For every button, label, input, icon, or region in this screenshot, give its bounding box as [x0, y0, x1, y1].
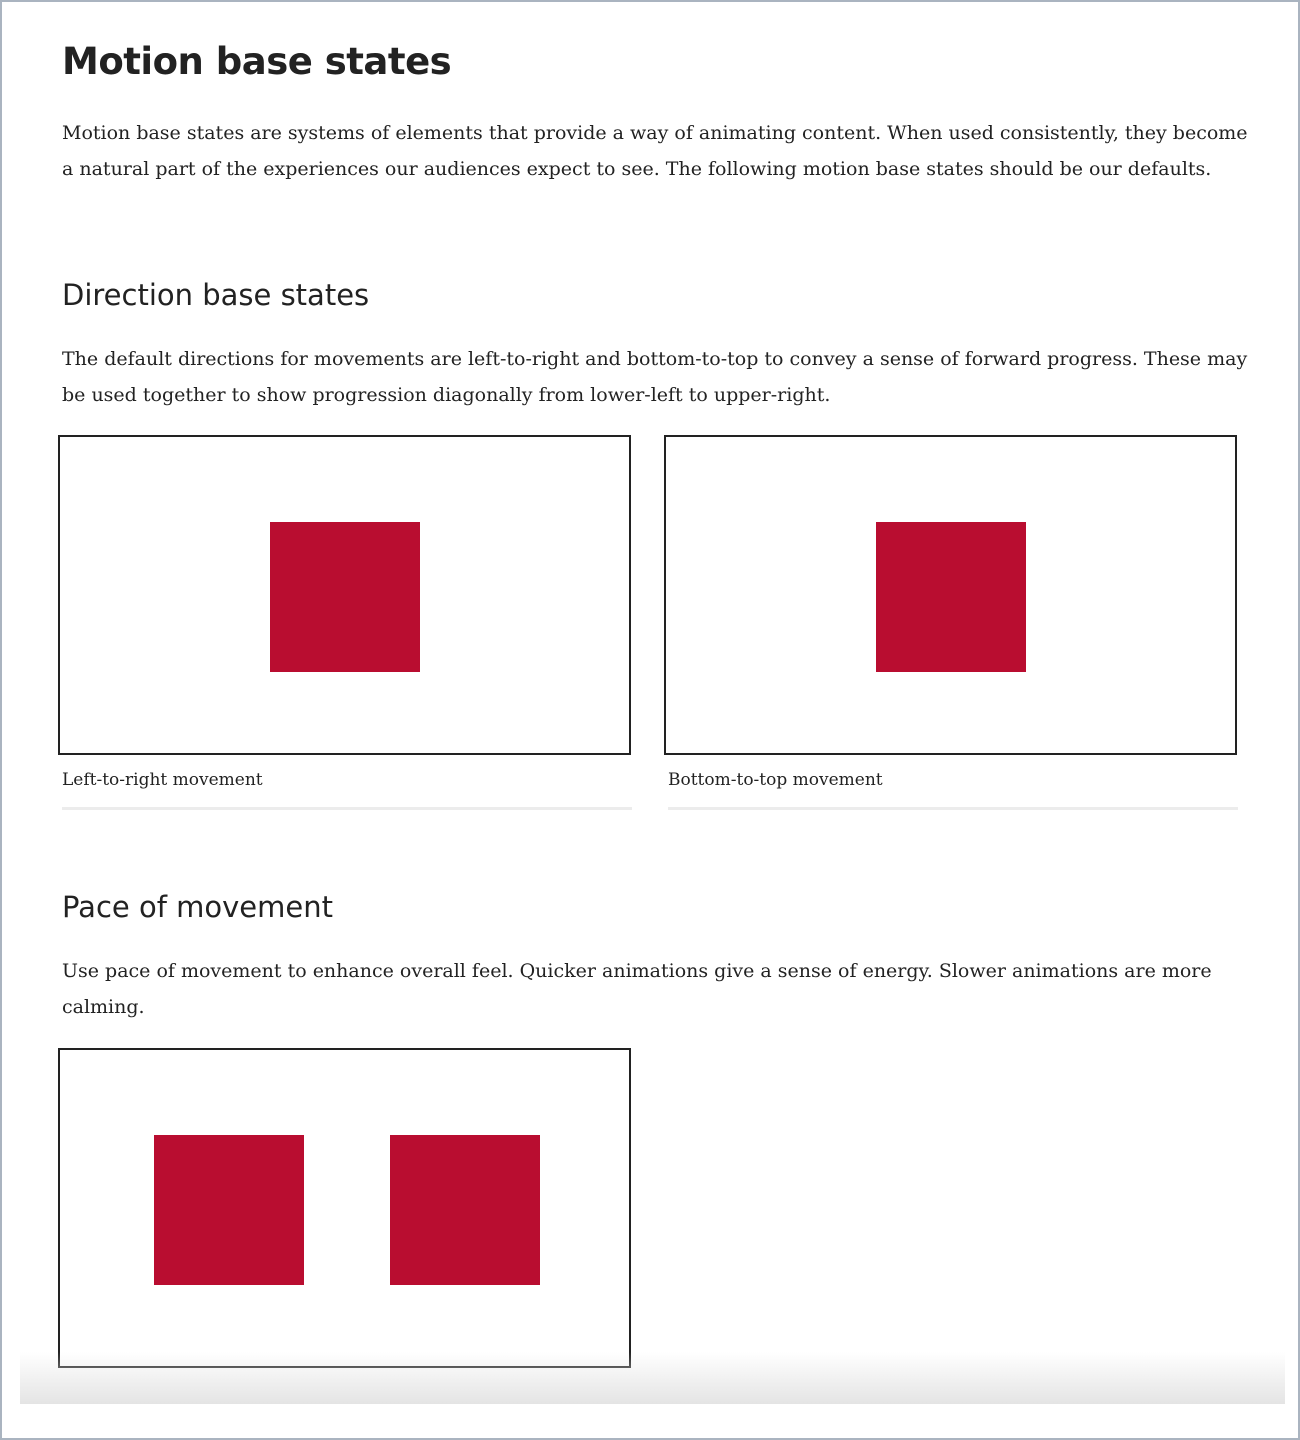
left-to-right-square: [270, 522, 420, 672]
left-to-right-demo: [58, 435, 631, 755]
intro-paragraph: Motion base states are systems of elements that provide a way of animating content. When used consistently, they become a natural part of the experiences our audiences expect to see. The following motion base states should be our defaults.: [62, 122, 1248, 180]
scroll-fade-overlay: [20, 1352, 1285, 1404]
pace-heading: Pace of movement: [62, 890, 333, 924]
bottom-to-top-square: [876, 522, 1026, 672]
direction-heading: Direction base states: [62, 278, 370, 312]
left-to-right-caption-divider: [62, 807, 632, 810]
pace-square-slow: [390, 1135, 540, 1285]
left-to-right-caption: Left-to-right movement: [62, 770, 263, 790]
bottom-to-top-demo: [664, 435, 1237, 755]
bottom-to-top-caption-divider: [668, 807, 1238, 810]
pace-demo: [58, 1048, 631, 1368]
pace-square-fast: [154, 1135, 304, 1285]
direction-description: The default directions for movements are left-to-right and bottom-to-top to convey a sense of forward progress. These may be used together to show progression diagonally from lower-left to upper-right.: [62, 348, 1248, 406]
page-title: Motion base states: [62, 40, 452, 83]
pace-description: Use pace of movement to enhance overall feel. Quicker animations give a sense of energy. Slower animations are more calming.: [62, 960, 1212, 1018]
bottom-to-top-caption: Bottom-to-top movement: [668, 770, 883, 790]
